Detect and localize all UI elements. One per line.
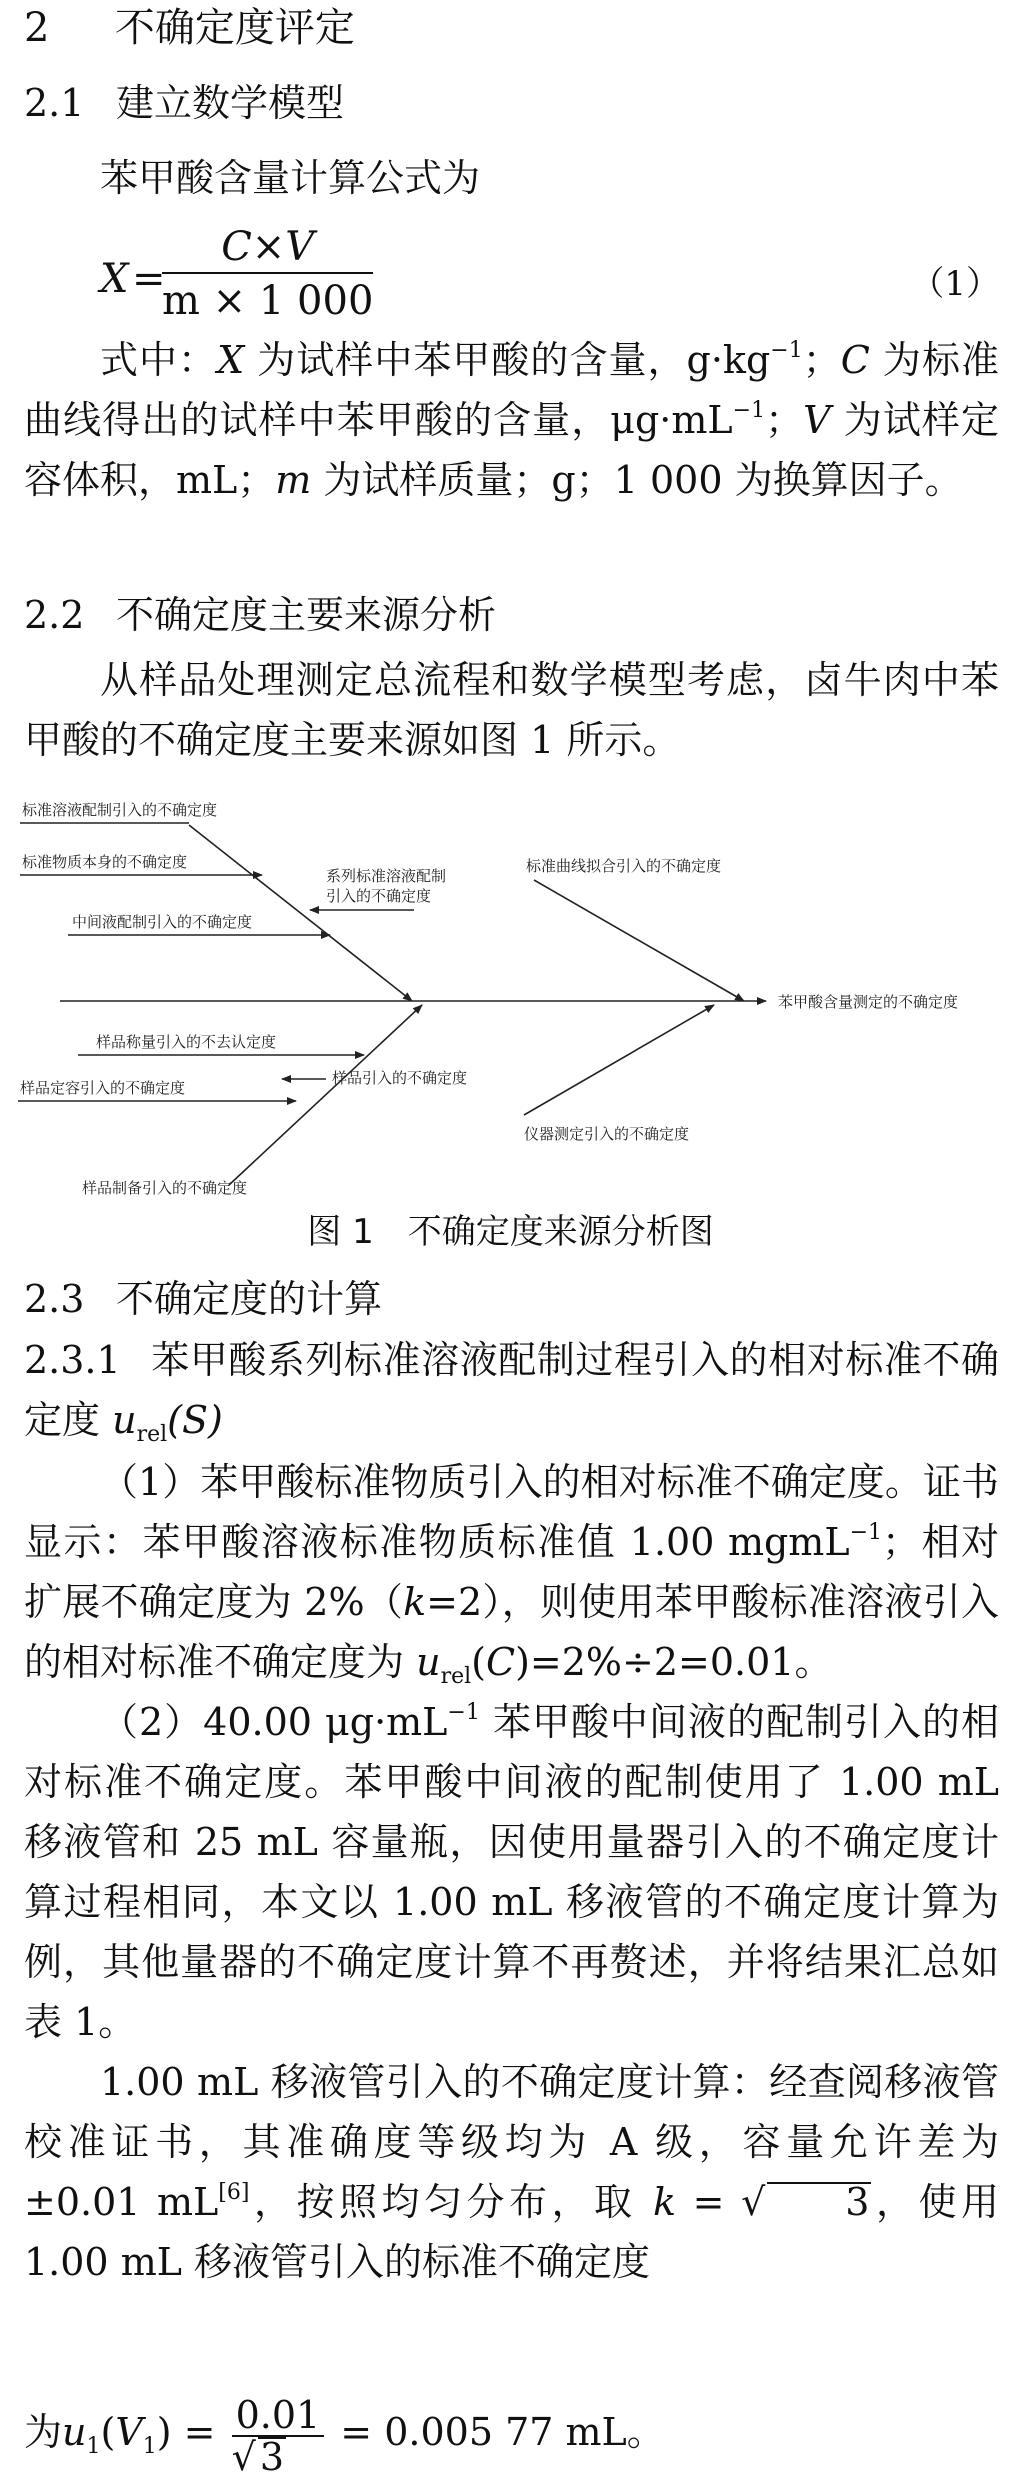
subscript: rel bbox=[136, 1422, 168, 1447]
text: ，使用 1.00 mL 移液管引入的标准不确定度 bbox=[24, 2180, 999, 2284]
formula-fraction bbox=[162, 224, 373, 324]
var-v: V bbox=[803, 398, 831, 442]
var-u: u bbox=[112, 1398, 137, 1442]
section-2-3-1-heading bbox=[24, 1330, 999, 1450]
var-m: m bbox=[275, 458, 312, 502]
label-curve-fit: 标准曲线拟合引入的不确定度 bbox=[526, 857, 722, 875]
superscript: −1 bbox=[732, 398, 766, 423]
label-sample: 样品引入的不确定度 bbox=[332, 1069, 468, 1087]
subscript: 1 bbox=[86, 2434, 101, 2459]
var-u: u bbox=[416, 1640, 441, 1684]
formula-lhs: X bbox=[100, 256, 129, 302]
figure-caption: 图 1 不确定度来源分析图 bbox=[307, 1212, 714, 1252]
formula-intro: 苯甲酸含量计算公式为 bbox=[100, 156, 481, 200]
section-number: 2.1 bbox=[24, 81, 85, 125]
formula-numerator: C×V bbox=[162, 224, 373, 274]
text: ； bbox=[765, 398, 804, 442]
sqrt-argument: 3 bbox=[259, 2434, 285, 2479]
text: 为试样质量；g；1 000 为换算因子。 bbox=[311, 458, 963, 502]
branch-instrument bbox=[524, 1005, 714, 1115]
var-v: V bbox=[115, 2410, 143, 2454]
section-number: 2.3.1 bbox=[24, 1338, 121, 1382]
superscript: −1 bbox=[447, 1700, 480, 1725]
superscript: −1 bbox=[770, 338, 803, 363]
text: )=2%÷2=0.01。 bbox=[515, 1640, 833, 1684]
subscript: 1 bbox=[142, 2434, 157, 2459]
var-s: (S) bbox=[167, 1398, 223, 1442]
section-title: 不确定度主要来源分析 bbox=[116, 593, 497, 637]
fraction-numerator: 0.01 bbox=[232, 2395, 325, 2437]
text: ) = bbox=[156, 2410, 228, 2454]
text: =2），则使用苯甲酸标准溶液引入的相对标准不确定度为 bbox=[24, 1580, 999, 1684]
branch-sample bbox=[229, 1005, 422, 1185]
label-std-solution: 标准溶液配制引入的不确定度 bbox=[22, 801, 218, 819]
subscript: rel bbox=[440, 1664, 472, 1689]
section-title: 建立数学模型 bbox=[116, 81, 345, 125]
label-prep: 样品制备引入的不确定度 bbox=[82, 1179, 248, 1197]
section-2-2-heading bbox=[24, 590, 999, 640]
sqrt-symbol: √ bbox=[231, 2434, 256, 2479]
label-series-std-2: 引入的不确定度 bbox=[326, 887, 432, 905]
var-k: k bbox=[653, 2180, 677, 2224]
section-number: 2.3 bbox=[24, 1277, 85, 1321]
formula-description bbox=[24, 330, 999, 510]
fraction bbox=[231, 2392, 325, 2479]
text: 式中： bbox=[100, 338, 218, 382]
var-x: X bbox=[217, 338, 245, 382]
var-c: C bbox=[840, 338, 870, 382]
sqrt-argument: 3 bbox=[767, 2182, 871, 2220]
paragraph-3 bbox=[24, 2052, 999, 2292]
text: 1.00 mL 移液管引入的不确定度计算：经查阅移液管校准证书，其准确度等级均为 A 级，容量允许差为 ±0.01 mL bbox=[24, 2060, 999, 2224]
paragraph-2 bbox=[24, 1692, 999, 2052]
text: ； bbox=[802, 338, 841, 382]
label-weighing: 样品称量引入的不去认定度 bbox=[96, 1033, 277, 1051]
paragraph-4 bbox=[24, 2392, 999, 2477]
var-c: C bbox=[485, 1640, 516, 1684]
fishbone-diagram bbox=[14, 795, 1008, 1205]
reference-marker: [6] bbox=[218, 2180, 250, 2205]
text: 苯甲酸中间液的配制引入的相对标准不确定度。苯甲酸中间液的配制使用了 1.00 mL 移液管和 25 mL 容量瓶，因使用量器引入的不确定度计算过程相同，本文以 1.00 mL 移液管的不确定度计算为例，其他量器的不确定度计算不再赘述，并将结果汇总如表 1。 bbox=[24, 1700, 999, 2044]
text: （2）40.00 μg·mL bbox=[100, 1700, 448, 1744]
formula-denominator: m × 1 000 bbox=[162, 278, 374, 324]
var-u: u bbox=[62, 2410, 87, 2454]
text: ( bbox=[471, 1640, 486, 1684]
label-series-std-1: 系列标准溶液配制 bbox=[326, 867, 447, 885]
label-instrument: 仪器测定引入的不确定度 bbox=[524, 1125, 690, 1143]
text: = bbox=[676, 2180, 742, 2224]
section-number: 2.2 bbox=[24, 593, 85, 637]
section-2-3-heading bbox=[24, 1274, 999, 1324]
section-2-2-text: 从样品处理测定总流程和数学模型考虑，卤牛肉中苯甲酸的不确定度主要来源如图 1 所示。 bbox=[24, 658, 999, 762]
label-intermediate: 中间液配制引入的不确定度 bbox=[72, 913, 253, 931]
text: 为标准曲线得出的试样中苯甲酸的含量，μg·mL bbox=[24, 338, 999, 442]
fraction-denominator bbox=[231, 2434, 325, 2479]
section-2-1-heading bbox=[24, 78, 999, 128]
var-k: k bbox=[403, 1580, 427, 1624]
formula-equals: = bbox=[132, 256, 166, 302]
label-std-material: 标准物质本身的不确定度 bbox=[22, 853, 188, 871]
branch-curve-fit bbox=[534, 880, 744, 1001]
formula-1 bbox=[100, 222, 1000, 332]
text: 为 bbox=[24, 2410, 63, 2454]
section-2-heading bbox=[24, 2, 999, 54]
label-volume: 样品定容引入的不确定度 bbox=[20, 1079, 186, 1097]
sqrt-symbol: √ bbox=[741, 2180, 766, 2224]
text: = 0.005 77 mL。 bbox=[328, 2410, 665, 2454]
equation-number: （1） bbox=[910, 264, 1000, 304]
section-title: 不确定度的计算 bbox=[116, 1277, 383, 1321]
section-title: 苯甲酸系列标准溶液配制过程引入的相对标准不确定度 bbox=[24, 1338, 999, 1442]
section-number: 2 bbox=[24, 5, 50, 51]
text: （1）苯甲酸标准物质引入的相对标准不确定度。证书显示：苯甲酸溶液标准物质标准值 1.00 mgmL bbox=[24, 1460, 999, 1564]
text: ，按照均匀分布，取 bbox=[249, 2180, 654, 2224]
label-result: 苯甲酸含量测定的不确定度 bbox=[778, 993, 959, 1011]
text: 为试样中苯甲酸的含量，g·kg bbox=[244, 338, 771, 382]
text: ；相对扩展不确定度为 2%（ bbox=[24, 1520, 999, 1624]
text: ( bbox=[100, 2410, 116, 2454]
superscript: −1 bbox=[849, 1520, 883, 1545]
text: 为试样定容体积，mL； bbox=[24, 398, 999, 502]
section-title: 不确定度评定 bbox=[114, 5, 355, 51]
paragraph-1 bbox=[24, 1452, 999, 1692]
